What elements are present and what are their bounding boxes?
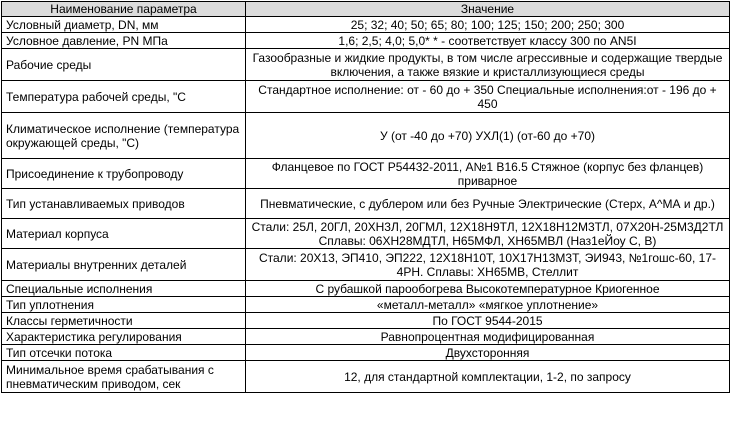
table-row: [2, 313, 730, 329]
value-min-response-time: 12, для стандартной комплектации, 1-2, по запросу: [246, 361, 730, 393]
param-working-media: Рабочие среды: [2, 49, 246, 81]
param-nominal-diameter: Условный диаметр, DN, мм: [2, 17, 246, 33]
value-internal-materials: Стали: 20Х13, ЭП410, ЭП222, 12Х18Н10Т, 10Х17Н13М3Т, ЭИ943, №1гошс-60, 17-4РН. Сплавы: ХН65МВ, Стеллит: [246, 249, 730, 281]
param-control-characteristic: Характеристика регулирования: [2, 329, 246, 345]
table-row: [2, 329, 730, 345]
value-climatic-version: У (от -40 до +70) УХЛ(1) (от-60 до +70): [246, 113, 730, 159]
value-actuator-types: Пневматические, с дублером или без Ручные Электрические (Стерх, А^МА и др.): [246, 189, 730, 219]
value-body-material: Стали: 25Л, 20ГЛ, 20ХН3Л, 20ГМЛ, 12Х18Н9ТЛ, 12Х18Н12М3ТЛ, 07Х20Н-25М3Д2ТЛ Сплавы: 06ХН28МДТЛ, Н65МФЛ, ХН65МВЛ (Наз1еЙоу С, В): [246, 219, 730, 249]
param-body-material: Материал корпуса: [2, 219, 246, 249]
value-working-temperature: Стандартное исполнение: от - 60 до + 350 Специальные исполнения:от - 196 до + 450: [246, 81, 730, 113]
table-row: [2, 33, 730, 49]
header-param: Наименование параметра: [2, 2, 246, 17]
value-special-versions: С рубашкой парообогрева Высокотемпературное Криогенное: [246, 281, 730, 297]
table-row: [2, 361, 730, 393]
value-nominal-pressure: 1,6; 2,5; 4,0; 5,0* * - соответствует классу 300 по AN5I: [246, 33, 730, 49]
value-working-media: Газообразные и жидкие продукты, в том числе агрессивные и содержащие твердые включения, а также вязкие и кристаллизующиеся среды: [246, 49, 730, 81]
param-seal-type: Тип уплотнения: [2, 297, 246, 313]
table-row: [2, 249, 730, 281]
param-climatic-version: Климатическое исполнение (температура окружающей среды, "С): [2, 113, 246, 159]
specifications-table: [1, 1, 730, 393]
table-row: [2, 189, 730, 219]
param-pipeline-connection: Присоединение к трубопроводу: [2, 159, 246, 189]
table-row: [2, 113, 730, 159]
param-working-temperature: Температура рабочей среды, "С: [2, 81, 246, 113]
table-row: [2, 81, 730, 113]
param-actuator-types: Тип устанавливаемых приводов: [2, 189, 246, 219]
param-special-versions: Специальные исполнения: [2, 281, 246, 297]
value-pipeline-connection: Фланцевое по ГОСТ Р54432-2011, А№1 В16.5 Стяжное (корпус без фланцев) приварное: [246, 159, 730, 189]
value-tightness-classes: По ГОСТ 9544-2015: [246, 313, 730, 329]
table-row: [2, 297, 730, 313]
value-control-characteristic: Равнопроцентная модифицированная: [246, 329, 730, 345]
value-flow-shutoff-type: Двухсторонняя: [246, 345, 730, 361]
value-nominal-diameter: 25; 32; 40; 50; 65; 80; 100; 125; 150; 200; 250; 300: [246, 17, 730, 33]
param-nominal-pressure: Условное давление, PN МПа: [2, 33, 246, 49]
table-row: [2, 17, 730, 33]
value-seal-type: «металл-металл» «мягкое уплотнение»: [246, 297, 730, 313]
table-header-row: [2, 2, 730, 17]
header-value: Значение: [246, 2, 730, 17]
table-row: [2, 219, 730, 249]
param-flow-shutoff-type: Тип отсечки потока: [2, 345, 246, 361]
table-row: [2, 281, 730, 297]
param-min-response-time: Минимальное время срабатывания с пневматическим приводом, сек: [2, 361, 246, 393]
param-internal-materials: Материалы внутренних деталей: [2, 249, 246, 281]
table-row: [2, 159, 730, 189]
param-tightness-classes: Классы герметичности: [2, 313, 246, 329]
table-row: [2, 345, 730, 361]
table-row: [2, 49, 730, 81]
